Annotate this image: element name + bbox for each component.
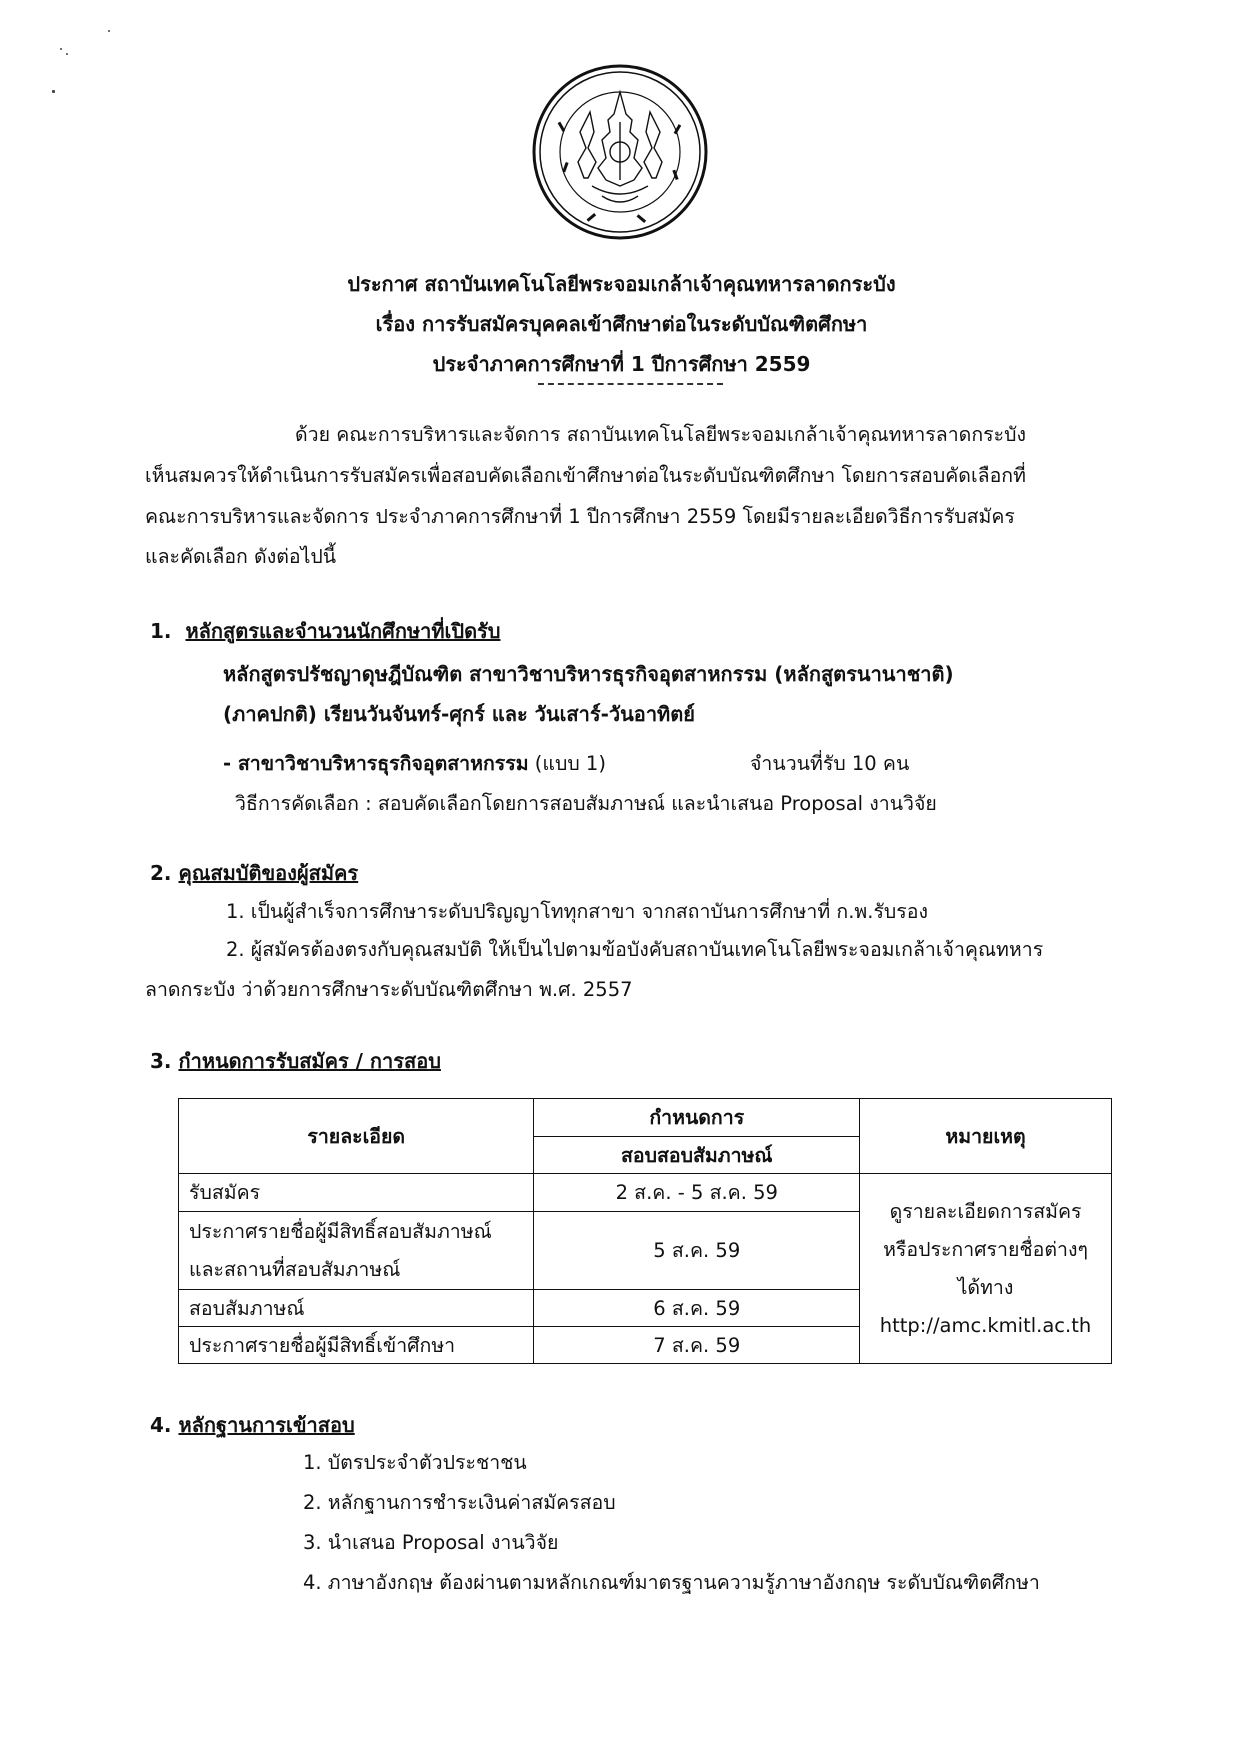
quota: จำนวนที่รับ 10 คน [750, 752, 910, 775]
header-detail: รายละเอียด [179, 1099, 534, 1174]
section-title: กำหนดการรับสมัคร / การสอบ [178, 1049, 441, 1073]
row-date: 2 ส.ค. - 5 ส.ค. 59 [534, 1174, 860, 1212]
title-divider [538, 383, 723, 385]
major-line [223, 744, 606, 784]
section-title: หลักฐานการเข้าสอบ [178, 1413, 355, 1437]
announcement-subject: เรื่อง การรับสมัครบุคคลเข้าศึกษาต่อในระดับบัณฑิตศึกษา [375, 312, 868, 336]
row-detail-line: และสถานที่สอบสัมภาษณ์ [189, 1257, 401, 1281]
announcement-title: ประกาศ สถาบันเทคโนโลยีพระจอมเกล้าเจ้าคุณทหารลาดกระบัง [347, 272, 896, 296]
selection-method: วิธีการคัดเลือก : สอบคัดเลือกโดยการสอบสัมภาษณ์ และนำเสนอ Proposal งานวิจัย [235, 792, 937, 815]
major-name: - สาขาวิชาบริหารธุรกิจอุตสาหกรรม [223, 752, 529, 775]
section-number: 1. [150, 619, 172, 643]
row-detail [179, 1212, 534, 1290]
qualification-item-cont: ลาดกระบัง ว่าด้วยการศึกษาระดับบัณฑิตศึกษา พ.ศ. 2557 [145, 978, 633, 1001]
section-number: 3. [150, 1049, 172, 1073]
qualification-item: 2. ผู้สมัครต้องตรงกับคุณสมบัติ ให้เป็นไปตามข้อบังคับสถาบันเทคโนโลยีพระจอมเกล้าเจ้าคุณทหาร [226, 938, 1044, 961]
section-1-heading [150, 611, 501, 651]
scan-mark [66, 53, 68, 55]
note-line: ดูรายละเอียดการสมัคร [889, 1199, 1082, 1223]
row-date: 7 ส.ค. 59 [534, 1327, 860, 1364]
intro-line: และคัดเลือก ดังต่อไปนี้ [145, 545, 337, 568]
scan-mark [108, 30, 110, 32]
row-detail: ประกาศรายชื่อผู้มีสิทธิ์เข้าศึกษา [179, 1327, 534, 1364]
note-line: ได้ทาง [957, 1275, 1014, 1299]
scan-mark [52, 90, 55, 93]
row-detail: รับสมัคร [179, 1174, 534, 1212]
document-item: 4. ภาษาอังกฤษ ต้องผ่านตามหลักเกณฑ์มาตรฐานความรู้ภาษาอังกฤษ ระดับบัณฑิตศึกษา [303, 1571, 1040, 1594]
document-item: 3. นำเสนอ Proposal งานวิจัย [303, 1531, 559, 1554]
intro-line: ด้วย คณะการบริหารและจัดการ สถาบันเทคโนโลยีพระจอมเกล้าเจ้าคุณทหารลาดกระบัง [295, 423, 1026, 446]
section-title: คุณสมบัติของผู้สมัคร [178, 861, 359, 885]
announcement-term: ประจำภาคการศึกษาที่ 1 ปีการศึกษา 2559 [432, 352, 811, 376]
header-schedule: กำหนดการ [534, 1099, 860, 1137]
table-header-row [179, 1099, 1112, 1137]
row-detail: สอบสัมภาษณ์ [179, 1290, 534, 1327]
section-number: 2. [150, 861, 172, 885]
section-title: หลักสูตรและจำนวนนักศึกษาที่เปิดรับ [185, 619, 501, 643]
section-number: 4. [150, 1413, 172, 1437]
section-3-heading [150, 1041, 441, 1081]
section-2-heading [150, 853, 358, 893]
table-row [179, 1174, 1112, 1212]
institute-seal [530, 62, 710, 242]
intro-line: เห็นสมควรให้ดำเนินการรับสมัครเพื่อสอบคัดเลือกเข้าศึกษาต่อในระดับบัณฑิตศึกษา โดยการสอบคัดเลือกที่ [145, 464, 1026, 487]
major-plan: (แบบ 1) [534, 752, 606, 775]
document-item: 1. บัตรประจำตัวประชาชน [303, 1451, 527, 1474]
note-url: http://amc.kmitl.ac.th [879, 1313, 1092, 1337]
header-schedule-sub: สอบสอบสัมภาษณ์ [534, 1137, 860, 1174]
schedule-table [178, 1098, 1112, 1364]
qualification-item: 1. เป็นผู้สำเร็จการศึกษาระดับปริญญาโททุกสาขา จากสถาบันการศึกษาที่ ก.พ.รับรอง [226, 900, 929, 923]
row-detail-line: ประกาศรายชื่อผู้มีสิทธิ์สอบสัมภาษณ์ [189, 1219, 492, 1243]
program-schedule: (ภาคปกติ) เรียนวันจันทร์-ศุกร์ และ วันเสาร์-วันอาทิตย์ [223, 702, 695, 726]
row-date: 5 ส.ค. 59 [534, 1212, 860, 1290]
scan-mark [60, 48, 62, 50]
note-line: หรือประกาศรายชื่อต่างๆ [883, 1237, 1088, 1261]
note-cell [860, 1174, 1112, 1364]
program-name: หลักสูตรปรัชญาดุษฎีบัณฑิต สาขาวิชาบริหารธุรกิจอุตสาหกรรม (หลักสูตรนานาชาติ) [223, 662, 954, 686]
row-date: 6 ส.ค. 59 [534, 1290, 860, 1327]
section-4-heading [150, 1405, 355, 1445]
document-item: 2. หลักฐานการชำระเงินค่าสมัครสอบ [303, 1491, 616, 1514]
header-note: หมายเหตุ [860, 1099, 1112, 1174]
intro-line: คณะการบริหารและจัดการ ประจำภาคการศึกษาที่ 1 ปีการศึกษา 2559 โดยมีรายละเอียดวิธีการรับสมัคร [145, 505, 1015, 528]
